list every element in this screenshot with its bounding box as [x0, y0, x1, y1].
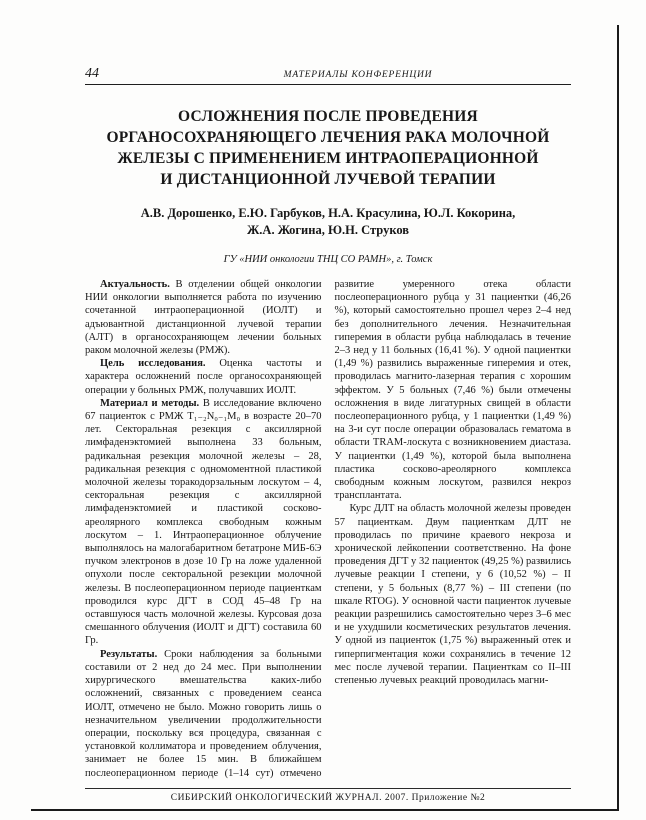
paragraph-lead: Актуальность. — [100, 279, 170, 290]
paragraph-kurs-dlt — [335, 502, 572, 687]
footer-text: СИБИРСКИЙ ОНКОЛОГИЧЕСКИЙ ЖУРНАЛ. 2007. Приложение №2 — [170, 793, 486, 803]
page-edge-shadow-right — [617, 25, 619, 811]
running-head-title: МАТЕРИАЛЫ КОНФЕРЕНЦИИ — [283, 70, 433, 80]
paragraph-lead: Цель исследования. — [100, 358, 206, 370]
paragraph-cel — [85, 357, 322, 397]
article-title — [85, 106, 571, 190]
page-footer — [85, 788, 571, 803]
title-line: ОСЛОЖНЕНИЯ ПОСЛЕ ПРОВЕДЕНИЯ — [178, 108, 478, 125]
paragraph-lead: Материал и методы. — [100, 397, 200, 409]
title-line: ЖЕЛЕЗЫ С ПРИМЕНЕНИЕМ ИНТРАОПЕРАЦИОННОЙ — [117, 150, 539, 167]
title-line: ОРГАНОСОХРАНЯЮЩЕГО ЛЕЧЕНИЯ РАКА МОЛОЧНОЙ — [106, 129, 550, 146]
page-content — [85, 60, 571, 792]
paragraph-text: В исследование включено 67 пациенток с РМЖ T₁₋₂N₀₋₁M₀ в возрасте 20–70 лет. Секторальная резекция с аксиллярной лимфаденэктомией выполнена 33 больным, радикальная резекция молочной железы – 28, радикальная резекция с одномоментной пластикой молочной железы торакодорзальным лоскутом – 4, секторальная резекция с аксиллярной лимфаденэктомией и пластикой сосково-ареолярного комплекса свободным кожным лоскутом – 1. Интраоперационное облучение выполнялось на малогабаритном бетатроне МИБ-6Э пучком электронов в дозе 10 Гр на ложе удаленной опухоли после секторальной резекции молочной железы. В послеоперационном периоде пациенткам проводился курс ДГТ в СОД 45–48 Гр на оставшуюся часть молочной железы. Курсовая доза смешанного облучения (ИОЛТ и ДГТ) составила 60 Гр. — [85, 397, 322, 647]
running-head — [85, 60, 571, 85]
page-edge-shadow-bottom — [31, 809, 619, 811]
paragraph-text: Оценка частоты и характера осложнений после органосохраняющей операции у больных РМЖ, получавших ИОЛТ. — [85, 358, 322, 396]
paragraph-text: В отделении общей онкологии НИИ онкологии выполняется работа по изучению сочетанной интраоперационной (ИОЛТ) и адъювантной дистанционной лучевой терапии (АЛТ) в органосохраняющем лечении больных раком молочной железы (РМЖ). — [85, 279, 322, 357]
page-number: 44 — [85, 66, 99, 81]
paragraph-material-metody — [85, 397, 322, 648]
affiliation: ГУ «НИИ онкологии ТНЦ СО РАМН», г. Томск — [223, 254, 433, 265]
paragraph-lead: Результаты. — [100, 648, 158, 660]
authors — [85, 205, 571, 238]
title-line: И ДИСТАНЦИОННОЙ ЛУЧЕВОЙ ТЕРАПИИ — [160, 171, 496, 188]
article-body — [85, 278, 571, 792]
paragraph-text: Сроки наблюдения за больными составили от 2 нед до 24 мес. При выполнении хирургического вмешательства каких-либо осложнений, связанных с проведением сеанса ИОЛТ, отмечено не было. Можно говорить лишь о незначительном увеличении продолжительности операции, поскольку вся процедура, связанная с установкой коллиматора и проведением облучения, занимает не более 15 мин. В ближайшем послеоперационном периоде (1–14 сут) отмечено развитие умеренного отека области послеоперационного рубца у 31 пациентки (46,26 %), который самостоятельно прошел через 2–4 нед без дополнительного лечения. Незначительная гиперемия в области рубца наблюдалась в течение 2–3 нед у 11 больных (16,41 %). У одной пациентки (1,49 %) развились выраженные гиперемия и отек, проводилась магнито-лазерная терапия с хорошим эффектом. У 5 больных (7,46 %) были отмечены осложнения в виде лигатурных свищей в области послеоперационного рубца, у 1 пациентки (1,49 %) на 3-и сут после операции образовалась гематома в области TRAM-лоскута с возникновением диастаза. У пациентки (1,49 %), которой была выполнена пластика сосково-ареолярного комплекса свободным кожным лоскутом, развился некроз трансплантата. — [85, 279, 571, 779]
authors-line: А.В. Дорошенко, Е.Ю. Гарбуков, Н.А. Красулина, Ю.Л. Кокорина, — [140, 206, 516, 220]
paragraph-aktualnost — [85, 278, 322, 357]
authors-line: Ж.А. Жогина, Ю.Н. Струков — [246, 222, 410, 237]
paragraph-text: Курс ДЛТ на область молочной железы проведен 57 пациенткам. Двум пациенткам ДЛТ не проводилась по причине краевого некроза и хронической лейкопении соответственно. На фоне проведения ДГТ у 32 пациенток (49,25 %) развились лучевые реакции I степени, у 6 (10,52 %) – II степени, у 5 больных (8,77 %) – III степени (по шкале RTOG). У основной части пациенток лучевые реакции разрешились самостоятельно через 3–6 мес и не ухудшили косметических результатов лечения. У одной из пациенток (1,75 %) выраженный отек и гиперпигментация кожи сохранялись в течение 12 мес после лучевой терапии. Пациенткам со II–III степенью лучевых реакций проводилась магни- — [334, 503, 571, 687]
